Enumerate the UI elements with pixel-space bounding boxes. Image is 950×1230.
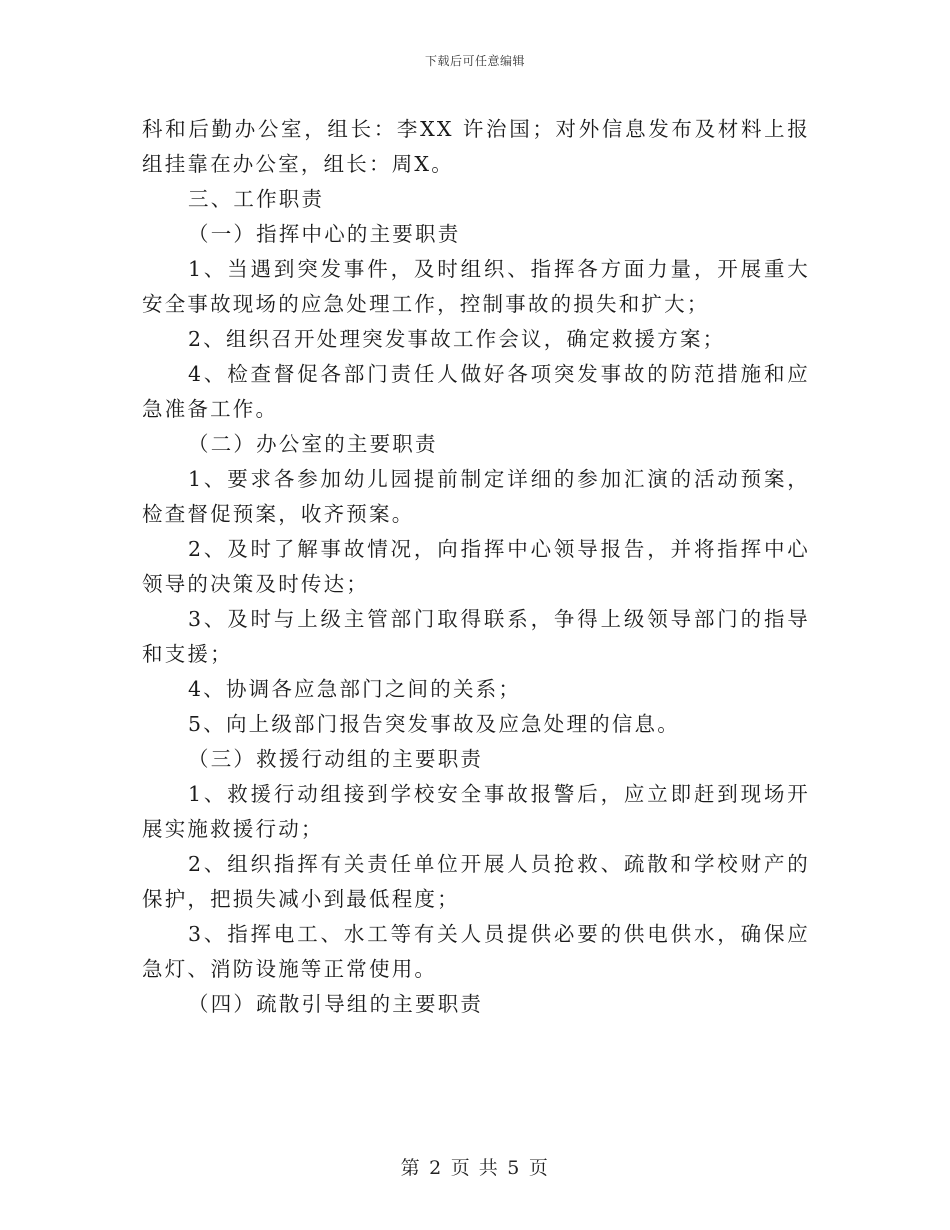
paragraph: 5、向上级部门报告突发事故及应急处理的信息。 [188,712,680,736]
paragraph: 4、检查督促各部门责任人做好各项突发事故的防范措施和应急准备工作。 [142,362,810,421]
footer-middle: 页 共 [450,1157,500,1179]
page-header: 下载后可任意编辑 [424,54,525,68]
paragraph: 4、协调各应急部门之间的关系； [188,677,522,701]
subsection-heading: （四）疏散引导组的主要职责 [188,992,484,1016]
page-footer [0,1153,950,1180]
paragraph: 1、救援行动组接到学校安全事故报警后，应立即赶到现场开展实施救援行动； [142,782,810,841]
current-page-number: 2 [429,1157,443,1179]
document-body [142,112,810,1022]
paragraph: 3、指挥电工、水工等有关人员提供必要的供电供水，确保应急灯、消防设施等正常使用。 [142,922,810,981]
paragraph: 2、及时了解事故情况，向指挥中心领导报告，并将指挥中心领导的决策及时传达； [142,537,810,596]
paragraph: 1、当遇到突发事件，及时组织、指挥各方面力量，开展重大安全事故现场的应急处理工作，控制事故的损失和扩大； [142,257,810,316]
paragraph: 3、及时与上级主管部门取得联系，争得上级领导部门的指导和支援； [142,607,810,666]
paragraph: 1、要求各参加幼儿园提前制定详细的参加汇演的活动预案，检查督促预案，收齐预案。 [142,467,810,526]
subsection-heading: （一）指挥中心的主要职责 [188,222,461,246]
paragraph: 2、组织召开处理突发事故工作会议，确定救援方案； [188,327,726,351]
footer-prefix: 第 [400,1157,422,1179]
subsection-heading: （三）救援行动组的主要职责 [188,747,484,771]
section-heading: 三、工作职责 [188,187,325,211]
subsection-heading: （二）办公室的主要职责 [188,432,438,456]
footer-suffix: 页 [528,1157,550,1179]
total-pages-number: 5 [507,1157,521,1179]
paragraph: 2、组织指挥有关责任单位开展人员抢救、疏散和学校财产的保护，把损失减小到最低程度； [142,852,810,911]
paragraph: 科和后勤办公室，组长：李XX 许治国；对外信息发布及材料上报组挂靠在办公室，组长：周X。 [142,117,810,176]
